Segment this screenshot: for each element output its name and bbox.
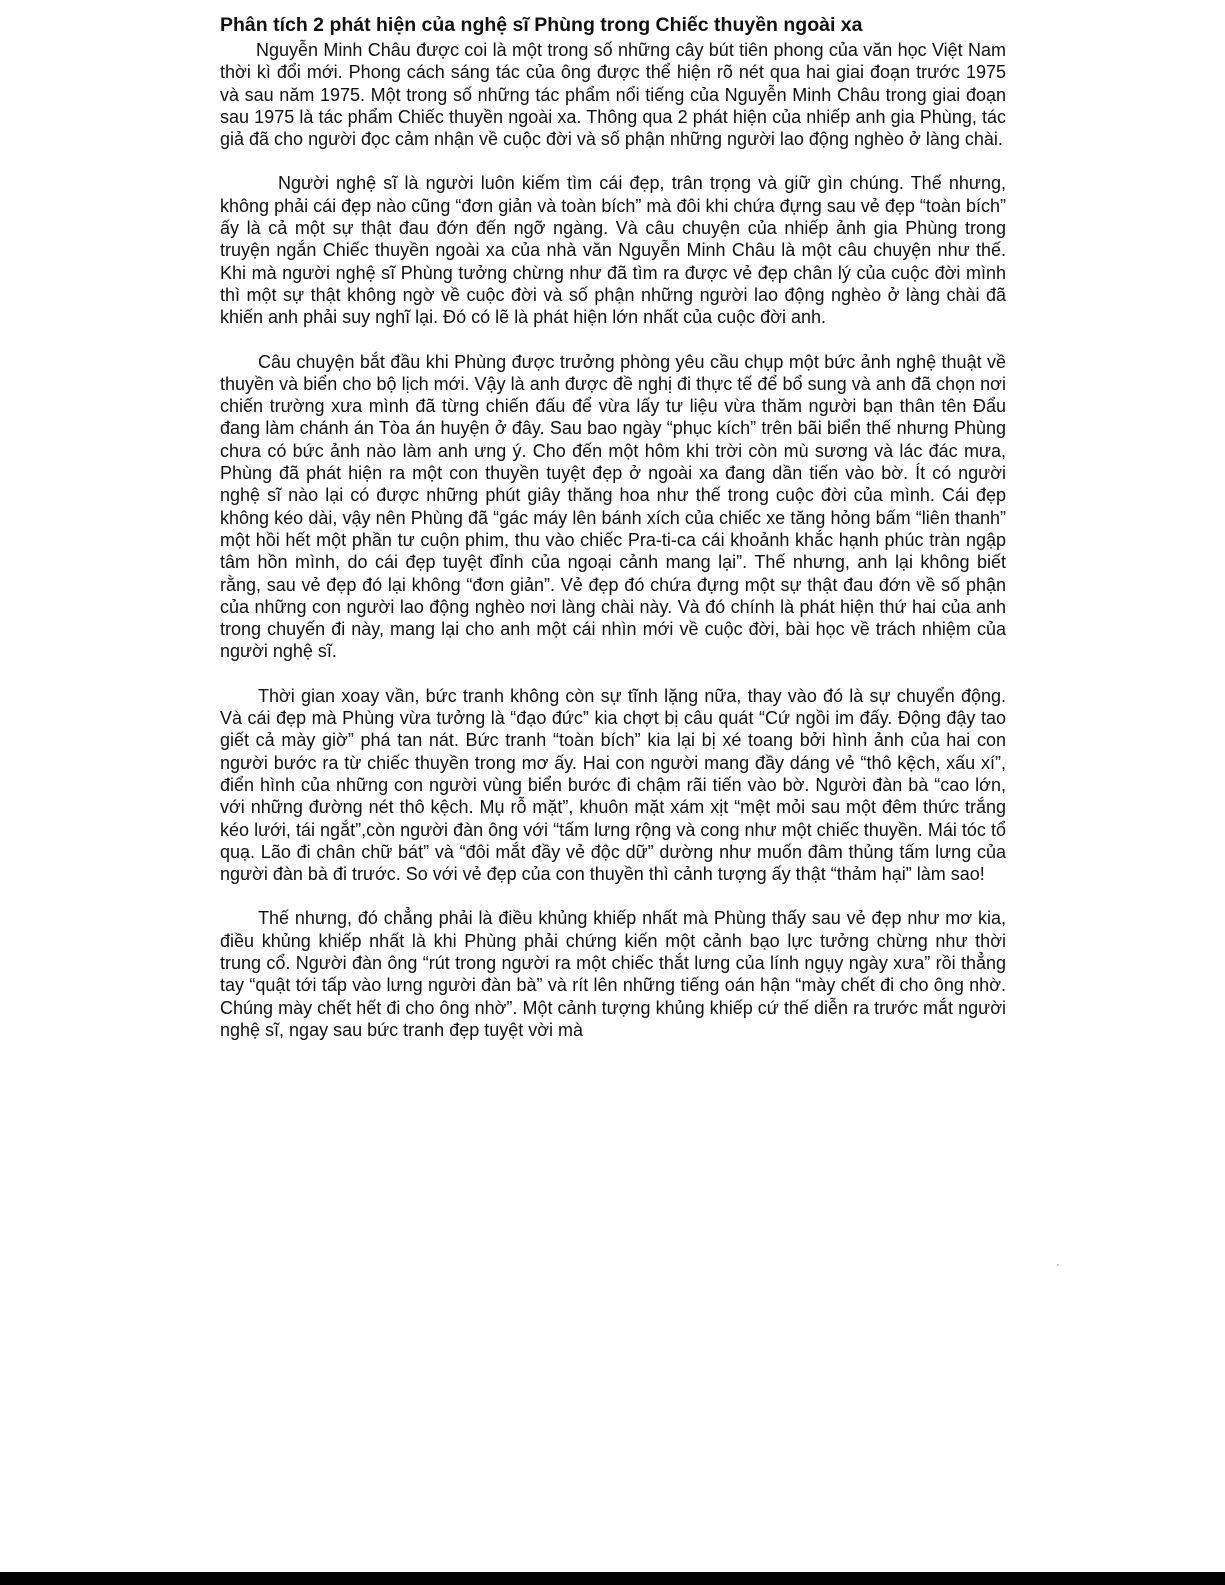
paragraph-3: Câu chuyện bắt đầu khi Phùng được trưởng phòng yêu cầu chụp một bức ảnh nghệ thuật về thuyền và biển cho bộ lịch mới. Vậy là anh được đề nghị đi thực tế để bổ sung và anh đã chọn nơi chiến trường xưa mình đã từng chiến đấu để vừa lấy tư liệu vừa thăm người bạn thân tên Đẩu đang làm chánh án Tòa án huyện ở đây. Sau bao ngày “phục kích” trên bãi biển thế nhưng Phùng chưa có bức ảnh nào làm anh ưng ý. Cho đến một hôm khi trời còn mù sương và lác đác mưa, Phùng đã phát hiện ra một con thuyền tuyệt đẹp ở ngoài xa đang dần tiến vào bờ. Ít có người nghệ sĩ nào lại có được những phút giây thăng hoa như thế trong cuộc đời của mình. Cái đẹp không kéo dài, vậy nên Phùng đã “gác máy lên bánh xích của chiếc xe tăng hỏng bấm “liên thanh” một hồi hết một phần tư cuộn phim, thu vào chiếc Pra-ti-ca cái khoảnh khắc hạnh phúc tràn ngập tâm hồn mình, do cái đẹp tuyệt đỉnh của ngoại cảnh mang lại”. Thế nhưng, anh lại không biết rằng, sau vẻ đẹp đó lại không “đơn giản”. Vẻ đẹp đó chứa đựng một sự thật đau đớn về số phận của những con người lao động nghèo nơi làng chài này. Và đó chính là phát hiện thứ hai của anh trong chuyến đi này, mang lại cho anh một cái nhìn mới về cuộc đời, bài học về trách nhiệm của người nghệ sĩ. bbox=[220, 351, 1006, 662]
paragraph-2: Người nghệ sĩ là người luôn kiếm tìm cái đẹp, trân trọng và giữ gìn chúng. Thế nhưng, không phải cái đẹp nào cũng “đơn giản và toàn bích” mà đôi khi chứa đựng sau vẻ đẹp “toàn bích” ấy là cả một sự thật đau đớn đến ngỡ ngàng. Và câu chuyện của nhiếp ảnh gia Phùng trong truyện ngắn Chiếc thuyền ngoài xa của nhà văn Nguyễn Minh Châu là một câu chuyện như thế. Khi mà người nghệ sĩ Phùng tưởng chừng như đã tìm ra được vẻ đẹp chân lý của cuộc đời mình thì một sự thật không ngờ về cuộc đời và số phận những người lao động nghèo ở làng chài đã khiến anh phải suy nghĩ lại. Đó có lẽ là phát hiện lớn nhất của cuộc đời anh. bbox=[220, 173, 1006, 328]
paragraph-1: Nguyễn Minh Châu được coi là một trong số những cây bút tiên phong của văn học Việt Nam thời kì đổi mới. Phong cách sáng tác của ông được thể hiện rõ nét qua hai giai đoạn trước 1975 và sau năm 1975. Một trong số những tác phẩm nổi tiếng của Nguyễn Minh Châu trong giai đoạn sau 1975 là tác phẩm Chiếc thuyền ngoài xa. Thông qua 2 phát hiện của nhiếp anh gia Phùng, tác giả đã cho người đọc cảm nhận về cuộc đời và số phận những người lao động nghèo ở làng chài. bbox=[220, 40, 1006, 150]
scan-speck bbox=[1057, 1264, 1059, 1266]
paragraph-5: Thế nhưng, đó chẳng phải là điều khủng khiếp nhất mà Phùng thấy sau vẻ đẹp như mơ kia, điều khủng khiếp nhất là khi Phùng phải chứng kiến một cảnh bạo lực tưởng chừng như thời trung cổ. Người đàn ông “rút trong người ra một chiếc thắt lưng của lính ngụy ngày xưa” rồi thẳng tay “quật tới tấp vào lưng người đàn bà” và rít lên những tiếng oán hận “mày chết đi cho ông nhờ. Chúng mày chết hết đi cho ông nhờ”. Một cảnh tượng khủng khiếp cứ thế diễn ra trước mắt người nghệ sĩ, ngay sau bức tranh đẹp tuyệt vời mà bbox=[220, 908, 1006, 1040]
document-title: Phân tích 2 phát hiện của nghệ sĩ Phùng trong Chiếc thuyền ngoài xa bbox=[220, 14, 863, 36]
bottom-edge-bar bbox=[0, 1572, 1225, 1585]
paragraph-4: Thời gian xoay vần, bức tranh không còn sự tĩnh lặng nữa, thay vào đó là sự chuyển động. Và cái đẹp mà Phùng vừa tưởng là “đạo đức” kia chợt bị câu quát “Cứ ngồi im đấy. Động đậy tao giết cả mày giờ” phá tan nát. Bức tranh “toàn bích” kia lại bị xé toang bởi hình ảnh của hai con người bước ra từ chiếc thuyền trong mơ ấy. Hai con người mang đầy dáng vẻ “thô kệch, xấu xí”, điển hình của những con người vùng biển bước đi chậm rãi tiến vào bờ. Người đàn bà “cao lớn, với những đường nét thô kệch. Mụ rỗ mặt”, khuôn mặt xám xịt “mệt mỏi sau một đêm thức trắng kéo lưới, tái ngắt”,còn người đàn ông với “tấm lưng rộng và cong như một chiếc thuyền. Mái tóc tổ quạ. Lão đi chân chữ bát” và “đôi mắt đầy vẻ độc dữ” dường như muốn đâm thủng tấm lưng của người đàn bà đi trước. So với vẻ đẹp của con thuyền thì cảnh tượng ấy thật “thảm hại” làm sao! bbox=[220, 685, 1006, 885]
document-page bbox=[220, 12, 1006, 1041]
